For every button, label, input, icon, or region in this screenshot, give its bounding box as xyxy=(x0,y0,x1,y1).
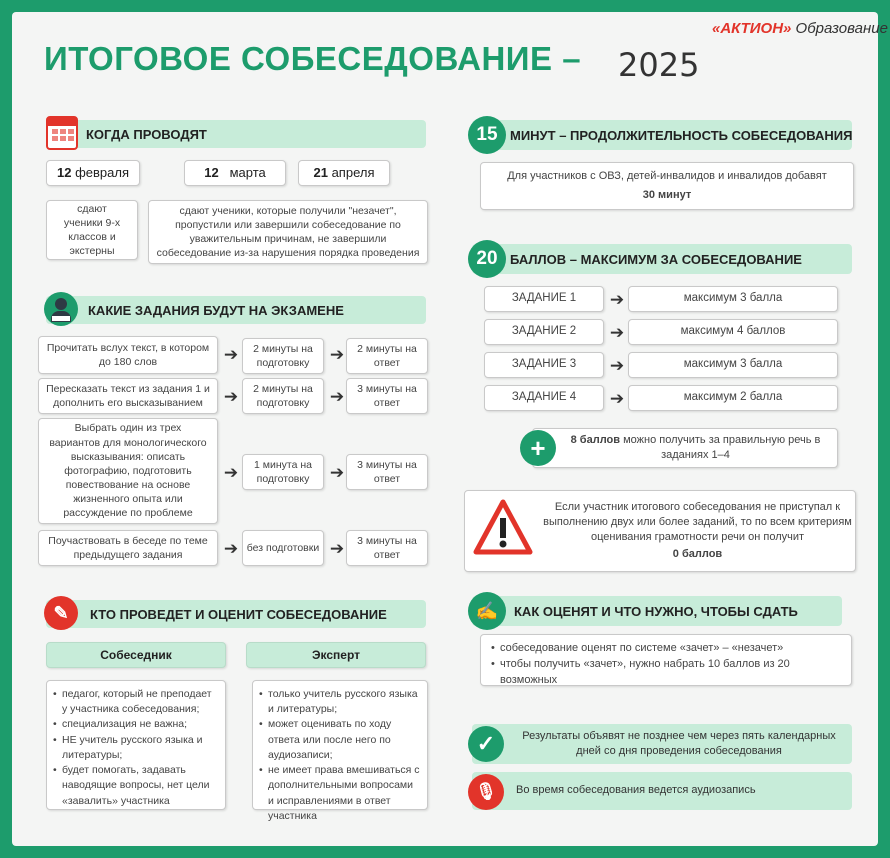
arrow-icon: ➔ xyxy=(609,323,625,342)
student-icon xyxy=(44,292,78,326)
calendar-icon xyxy=(46,116,78,150)
checkmark-icon: ✓ xyxy=(468,726,504,762)
brand-logo: «АКТИОН» Образование xyxy=(712,20,888,37)
who-takes-1: сдают ученики 9-х классов и экстерны xyxy=(46,200,138,260)
warning-icon xyxy=(472,498,534,556)
arrow-icon: ➔ xyxy=(329,539,345,558)
page-year: 2025 xyxy=(618,46,700,84)
list-item: • может оценивать по ходу ответа или после него по аудиозаписи; xyxy=(259,717,421,763)
arrow-icon: ➔ xyxy=(609,290,625,309)
list-item: • специализация не важна; xyxy=(53,717,219,732)
points-max-3: максимум 3 балла xyxy=(628,352,838,378)
task-4: Поучаствовать в беседе по теме предыдущего задания xyxy=(38,530,218,566)
task-4-prep: без подготовки xyxy=(242,530,324,566)
task-2-answer: 3 минуты на ответ xyxy=(346,378,428,414)
arrow-icon: ➔ xyxy=(223,463,239,482)
task-1-prep: 2 минуты на подготовку xyxy=(242,338,324,374)
list-item: • только учитель русского языка и литературы; xyxy=(259,687,421,717)
microphone-icon: 🎙 xyxy=(468,774,504,810)
plus-icon: + xyxy=(520,430,556,466)
who-takes-2: сдают ученики, которые получили "незачет", пропустили или завершили собеседование по уважительным причинам, не завершили собеседование из-за нарушения порядка проведения xyxy=(148,200,428,264)
who-header: КТО ПРОВЕДЕТ И ОЦЕНИТ СОБЕСЕДОВАНИЕ xyxy=(46,600,426,628)
task-3: Выбрать один из трех вариантов для монологического высказывания: описать фотографию, подготовить повествование на основе жизненного опыта или рассуждение по проблеме xyxy=(38,418,218,524)
list-item: • педагог, который не преподает у участника собеседования; xyxy=(53,687,219,717)
bonus-note: 8 баллов можно получить за правильную речь в заданиях 1–4 xyxy=(532,428,838,468)
list-item: • будет помогать, задавать наводящие вопросы, нет цели «завалить» участника xyxy=(53,763,219,809)
list-item: • НЕ учитель русского языка и литературы; xyxy=(53,733,219,763)
duration-note: Для участников с ОВЗ, детей-инвалидов и инвалидов добавят 30 минут xyxy=(480,162,854,210)
arrow-icon: ➔ xyxy=(609,356,625,375)
date-1: 12 февраля xyxy=(46,160,140,186)
expert-list xyxy=(252,680,428,822)
list-item: • чтобы получить «зачет», нужно набрать 10 баллов из 20 возможных xyxy=(491,657,841,689)
page-title: ИТОГОВОЕ СОБЕСЕДОВАНИЕ – xyxy=(44,40,582,77)
infographic xyxy=(12,12,888,846)
list-item: • не имеет права вмешиваться с дополнительными вопросами и исправлениями в ответ участника xyxy=(259,763,421,824)
points-max-2: максимум 4 баллов xyxy=(628,319,838,345)
warning-box: Если участник итогового собеседования не приступал к выполнению двух или более заданий, то по всем критериям оценивания грамотности речи он получит 0 баллов xyxy=(464,490,856,572)
pencil-icon: ✎ xyxy=(44,596,78,630)
tasks-header: КАКИЕ ЗАДАНИЯ БУДУТ НА ЭКЗАМЕНЕ xyxy=(46,296,426,324)
points-header: БАЛЛОВ – МАКСИМУМ ЗА СОБЕСЕДОВАНИЕ xyxy=(472,244,852,274)
points-max-4: максимум 2 балла xyxy=(628,385,838,411)
document-icon: ✍ xyxy=(468,592,506,630)
points-task-4: ЗАДАНИЕ 4 xyxy=(484,385,604,411)
points-task-3: ЗАДАНИЕ 3 xyxy=(484,352,604,378)
list-item: • собеседование оценят по системе «зачет» – «незачет» xyxy=(491,641,841,657)
evaluate-header: КАК ОЦЕНЯТ И ЧТО НУЖНО, ЧТОБЫ СДАТЬ xyxy=(472,596,842,626)
task-2: Пересказать текст из задания 1 и дополнить его высказыванием xyxy=(38,378,218,414)
duration-header: МИНУТ – ПРОДОЛЖИТЕЛЬНОСТЬ СОБЕСЕДОВАНИЯ xyxy=(472,120,852,150)
arrow-icon: ➔ xyxy=(329,387,345,406)
date-3: 21 апреля xyxy=(298,160,390,186)
task-1-answer: 2 минуты на ответ xyxy=(346,338,428,374)
arrow-icon: ➔ xyxy=(223,539,239,558)
arrow-icon: ➔ xyxy=(223,387,239,406)
points-max-1: максимум 3 балла xyxy=(628,286,838,312)
duration-number: 15 xyxy=(468,116,506,154)
points-task-2: ЗАДАНИЕ 2 xyxy=(484,319,604,345)
arrow-icon: ➔ xyxy=(609,389,625,408)
arrow-icon: ➔ xyxy=(223,345,239,364)
points-number: 20 xyxy=(468,240,506,278)
when-header: КОГДА ПРОВОДЯТ xyxy=(46,120,426,148)
task-1: Прочитать вслух текст, в котором до 180 слов xyxy=(38,336,218,374)
task-2-prep: 2 минуты на подготовку xyxy=(242,378,324,414)
task-3-prep: 1 минута на подготовку xyxy=(242,454,324,490)
expert-title: Эксперт xyxy=(246,642,426,668)
date-2: 12 марта xyxy=(184,160,286,186)
arrow-icon: ➔ xyxy=(329,463,345,482)
audio-note: Во время собеседования ведется аудиозапись xyxy=(472,772,852,810)
task-4-answer: 3 минуты на ответ xyxy=(346,530,428,566)
interlocutor-title: Собеседник xyxy=(46,642,226,668)
evaluate-list xyxy=(480,634,852,686)
points-task-1: ЗАДАНИЕ 1 xyxy=(484,286,604,312)
task-3-answer: 3 минуты на ответ xyxy=(346,454,428,490)
results-note: Результаты объявят не позднее чем через пять календарных дней со дня проведения собеседования xyxy=(472,724,852,764)
interlocutor-list xyxy=(46,680,226,810)
arrow-icon: ➔ xyxy=(329,345,345,364)
